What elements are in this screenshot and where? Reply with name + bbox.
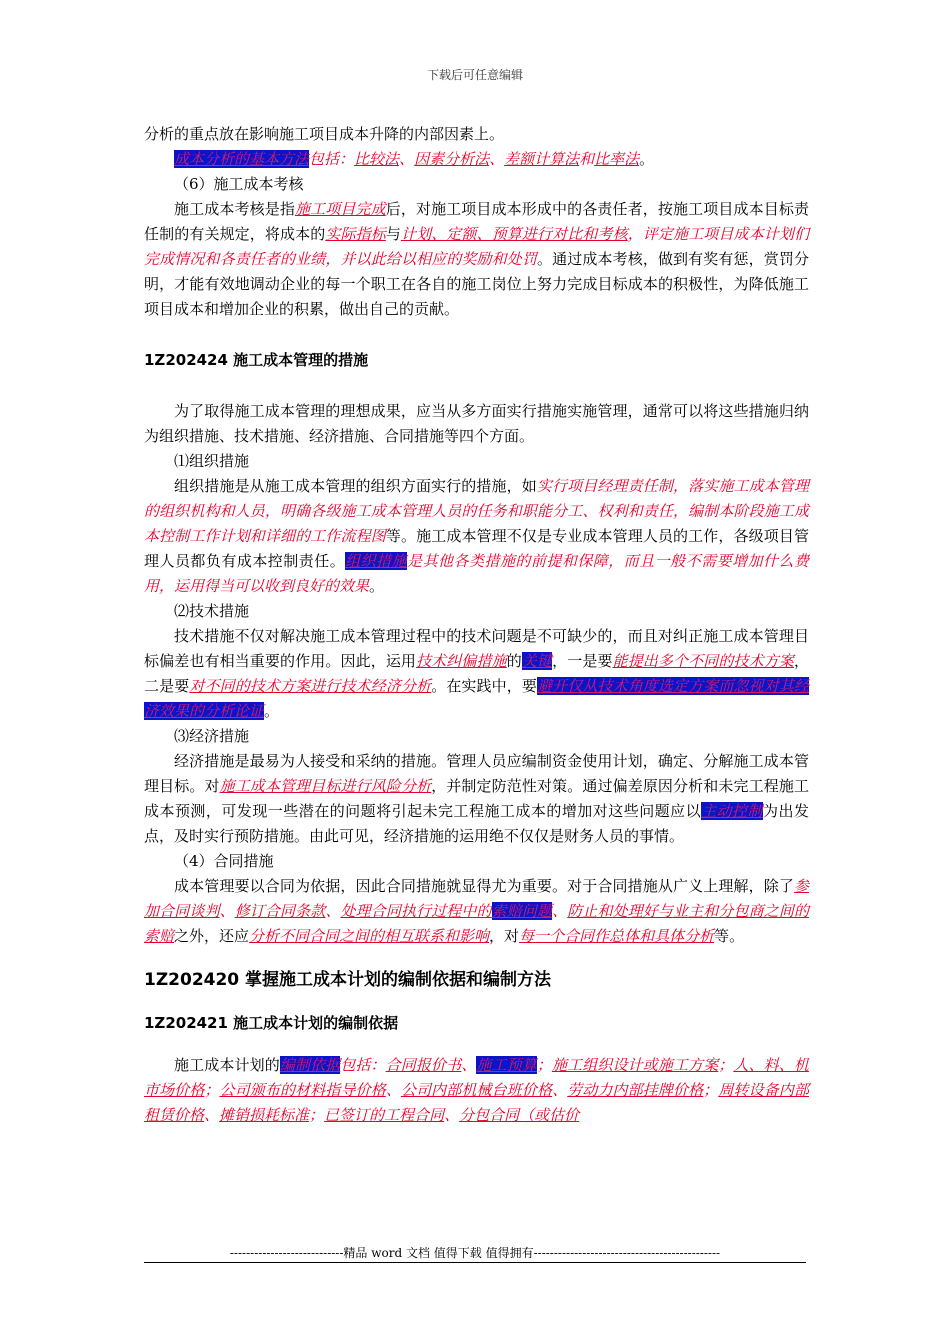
emphasis-text: 人、料、机市场价格 [144,1056,809,1099]
highlight-text: 避开仅从技术角度选定方案而忽视对其经济效果的分析论证 [144,677,809,720]
emphasis-text: 周转设备内部租赁价格 [144,1081,809,1124]
emphasis-text: 包括： [309,150,355,168]
body-text: 为出发点，及时实行预防措施。由此可见，经济措施的运用绝不仅仅是财务人员的事情。 [144,802,809,845]
highlight-text: 主动控制 [701,802,764,820]
emphasis-text: 比较法 [354,150,400,168]
body-text: ，一是要 [552,652,613,670]
body-text: 后，对施工项目成本形成中的各责任者，按施工项目成本目标责任制的有关规定，将成本的 [144,200,809,243]
emphasis-text: 已签订的工程合同 [324,1106,445,1124]
emphasis-text: 每一个合同作总体和具体分析 [519,927,715,945]
punctuation: 。 [369,577,385,595]
subheading-cost-assessment: （6）施工成本考核 [174,175,304,193]
emphasis-text: 合同报价书 [385,1056,462,1074]
emphasis-text: 对不同的技术方案进行技术经济分析 [189,677,432,695]
emphasis-text: 包括： [340,1056,386,1074]
body-text: ，二是要 [144,652,809,695]
separator: 、 [552,902,568,920]
paragraph-analysis-methods [144,147,809,172]
punctuation: 。 [264,702,280,720]
footer-divider [144,1262,806,1263]
emphasis-text: 施工成本管理目标进行风险分析 [219,777,432,795]
body-text: 。在实践中，要 [431,677,538,695]
highlight-text: 组织措施 [345,552,408,570]
emphasis-text: 评定施工项目成本计划们完成情况和各责任者的业绩，并以此给以相应的奖励和处罚 [144,225,809,268]
separator: 和 [579,150,595,168]
emphasis-text: 施工组织设计或施工方案 [551,1056,719,1074]
document-body [144,122,809,1128]
emphasis-text: 能提出多个不同的技术方案 [612,652,794,670]
separator: 、 [325,902,341,920]
highlight-text: 施工预算 [476,1056,537,1074]
separator: 、 [489,150,505,168]
emphasis-text: 是其他各类措施的前提和保障，而且一般不需要增加什么费用，运用得当可以收到良好的效果 [144,552,809,595]
body-text: 成本管理要以合同为依据，因此合同措施就显得尤为重要。对于合同措施从广义上理解，除了 [174,877,794,895]
emphasis-text: 处理合同执行过程中的 [340,902,492,920]
highlight-text: 索赔问题 [491,902,553,920]
emphasis-text: 防止和处理好与业主和分包商之间的索赔 [144,902,809,945]
separator: 、 [219,902,235,920]
emphasis-text: 公司颁布的材料指导价格 [219,1081,386,1099]
separator: ； [718,1056,734,1074]
subheading-tech-measures: ⑵技术措施 [174,602,250,620]
emphasis-text: 差额计算法 [504,150,580,168]
highlight-text: 成本分析的基本方法 [174,150,310,168]
emphasis-text: 实际指标 [325,225,386,243]
emphasis-text: 因素分析法 [414,150,490,168]
separator: 、 [444,1106,460,1124]
separator: 、 [399,150,415,168]
separator: ； [703,1081,719,1099]
body-text: ，对 [489,927,520,945]
separator: ； [204,1081,220,1099]
section-heading-421: 1Z202421 施工成本计划的编制依据 [144,1014,399,1032]
separator: 、 [204,1106,220,1124]
emphasis-text: 分包合同（或估价 [459,1106,580,1124]
emphasis-text: 实行项目经理责任制，落实施工成本管理的组织机构和人员，明确各级施工成本管理人员的任务和职能分工、权利和责任，编制本阶段施工成本控制工作计划和详细的工作流程图 [144,477,809,545]
emphasis-text: 摊销损耗标准 [219,1106,310,1124]
section-heading-424: 1Z202424 施工成本管理的措施 [144,351,369,369]
emphasis-text: 分析不同合同之间的相互联系和影响 [249,927,490,945]
body-text: 施工成本考核是指 [174,200,295,218]
highlight-text: 编制依据 [279,1056,341,1074]
subheading-contract-measures: （4）合同措施 [174,852,274,870]
paragraph-cost-assessment [144,197,809,322]
subheading-org-measures: ⑴组织措施 [174,452,250,470]
separator: 、 [385,1081,401,1099]
emphasis-text: 比率法 [594,150,640,168]
punctuation: 等。 [714,927,745,945]
body-text: 的 [506,652,522,670]
header-note: 下载后可任意编辑 [426,68,523,82]
emphasis-text: 施工项目完成 [294,200,386,218]
punctuation: 。 [639,150,655,168]
emphasis-text: 修订合同条款 [234,902,326,920]
chapter-heading-420: 1Z202420 掌握施工成本计划的编制依据和编制方法 [144,970,552,990]
paragraph-tech-measures [144,624,809,724]
emphasis-text: 公司内部机械台班价格 [400,1081,553,1099]
body-text: 施工成本计划的 [174,1056,280,1074]
subheading-econ-measures: ⑶经济措施 [174,727,250,745]
paragraph-measures-intro: 为了取得施工成本管理的理想成果，应当从多方面实行措施实施管理，通常可以将这些措施归纳为组织措施、技术措施、经济措施、合同措施等四个方面。 [144,402,809,445]
body-text: 经济措施是最易为人接受和采纳的措施。管理人员应编制资金使用计划，确定、分解施工成本管理目标。对 [144,752,809,795]
separator: ， [627,225,643,243]
body-text: 组织措施是从施工成本管理的组织方面实行的措施，如 [174,477,537,495]
separator: ； [309,1106,325,1124]
emphasis-text: 技术纠偏措施 [416,652,507,670]
paragraph-intro: 分析的重点放在影响施工项目成本升降的内部因素上。 [144,125,505,143]
body-text: 与 [385,225,401,243]
separator: 、 [461,1056,477,1074]
footer-note: ----------------------------精品 word 文档 值得下载 值得拥有---------------------------------------------- [229,1246,721,1260]
body-text: ，并制定防范性对策。通过偏差原因分析和未完工程施工成本预测，可发现一些潜在的问题将引起未完工程施工成本的增加对这些问题应以 [144,777,809,820]
body-text: 之外，还应 [174,927,250,945]
separator: ； [536,1056,552,1074]
paragraph-contract-measures [144,874,809,949]
separator: 、 [552,1081,568,1099]
paragraph-plan-basis [144,1053,809,1128]
emphasis-text: 劳动力内部挂牌价格 [567,1081,704,1099]
body-text: 等。施工成本管理不仅是专业成本管理人员的工作，各级项目管理人员都负有成本控制责任。 [144,527,809,570]
emphasis-text: 计划、定额、预算进行对比和考核 [400,225,628,243]
body-text: 技术措施不仅对解决施工成本管理过程中的技术问题是不可缺少的，而且对纠正施工成本管理目标偏差也有相当重要的作用。因此，运用 [144,627,809,670]
highlight-text: 关键 [521,652,553,670]
paragraph-econ-measures [144,749,809,849]
body-text: 。通过成本考核，做到有奖有惩，赏罚分明，才能有效地调动企业的每一个职工在各自的施工岗位上努力完成目标成本的积极性，为降低施工项目成本和增加企业的积累，做出自己的贡献。 [144,250,809,318]
paragraph-org-measures [144,474,809,599]
emphasis-text: 参加合同谈判 [144,877,809,920]
